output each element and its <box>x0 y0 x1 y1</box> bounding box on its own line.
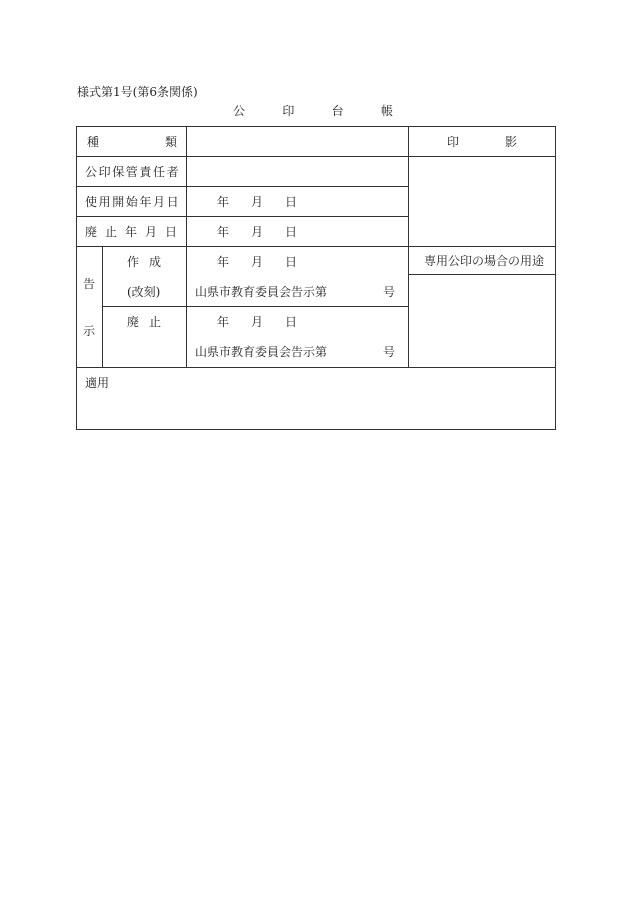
year-unit: 年 <box>217 315 230 329</box>
month-unit: 月 <box>250 225 263 239</box>
create-notice-number <box>195 285 395 299</box>
month-unit: 月 <box>250 315 263 329</box>
row-divider <box>408 274 555 275</box>
seal-image-label-char: 影 <box>504 135 517 149</box>
notice-prefix: 山県市教育委員会告示第 <box>195 345 328 359</box>
notice-suffix: 号 <box>382 285 395 299</box>
year-unit: 年 <box>217 225 230 239</box>
title-char: 印 <box>282 104 295 118</box>
create-label-char: 成 <box>148 255 161 269</box>
column-divider <box>186 127 187 367</box>
column-divider <box>408 127 409 367</box>
form-number: 様式第1号(第6条関係) <box>77 85 198 99</box>
row-divider <box>102 306 408 307</box>
day-unit: 日 <box>284 225 297 239</box>
notice-suffix: 号 <box>382 345 395 359</box>
notice-label-char: 告 <box>83 277 96 291</box>
abolish-label <box>127 315 161 329</box>
start-date-value <box>217 195 297 209</box>
month-unit: 月 <box>250 255 263 269</box>
type-label <box>87 135 177 149</box>
abolish-date-label-char: 廃 <box>85 225 98 239</box>
type-label-char: 類 <box>164 135 177 149</box>
abolish-date-label-char: 日 <box>164 225 177 239</box>
row-divider <box>77 367 555 368</box>
day-unit: 日 <box>284 315 297 329</box>
day-unit: 日 <box>284 255 297 269</box>
start-date-label: 使用開始年月日 <box>85 195 181 209</box>
create-label-char: 作 <box>127 255 140 269</box>
seal-register-table <box>76 126 556 430</box>
column-divider <box>102 246 103 367</box>
title-char: 公 <box>233 104 246 118</box>
abolish-date-value <box>217 225 297 239</box>
create-date-value <box>217 255 297 269</box>
month-unit: 月 <box>250 195 263 209</box>
year-unit: 年 <box>217 255 230 269</box>
custodian-label: 公印保管責任者 <box>85 165 181 179</box>
revise-label: (改刻) <box>127 285 161 299</box>
row-divider <box>77 246 555 247</box>
abolish-date-label-char: 止 <box>104 225 117 239</box>
abolish-date-label <box>85 225 177 239</box>
row-divider <box>77 156 555 157</box>
abolish-date-label-char: 月 <box>144 225 157 239</box>
row-divider <box>77 186 408 187</box>
dedicated-use-label: 専用公印の場合の用途 <box>424 254 545 268</box>
type-label-char: 種 <box>87 135 100 149</box>
day-unit: 日 <box>284 195 297 209</box>
abolish-notice-number <box>195 345 395 359</box>
seal-image-label-char: 印 <box>447 135 460 149</box>
document-title <box>233 102 393 119</box>
notice-label-char: 示 <box>83 324 96 338</box>
title-char: 台 <box>331 104 344 118</box>
abolish-date-label-char: 年 <box>124 225 137 239</box>
abolish-label-char: 止 <box>148 315 161 329</box>
remarks-label: 適用 <box>85 376 110 390</box>
abolish-notice-date-value <box>217 315 297 329</box>
create-label <box>127 255 161 269</box>
year-unit: 年 <box>217 195 230 209</box>
notice-prefix: 山県市教育委員会告示第 <box>195 285 328 299</box>
title-char: 帳 <box>380 104 393 118</box>
seal-image-label <box>447 135 517 149</box>
abolish-label-char: 廃 <box>127 315 140 329</box>
row-divider <box>77 216 408 217</box>
